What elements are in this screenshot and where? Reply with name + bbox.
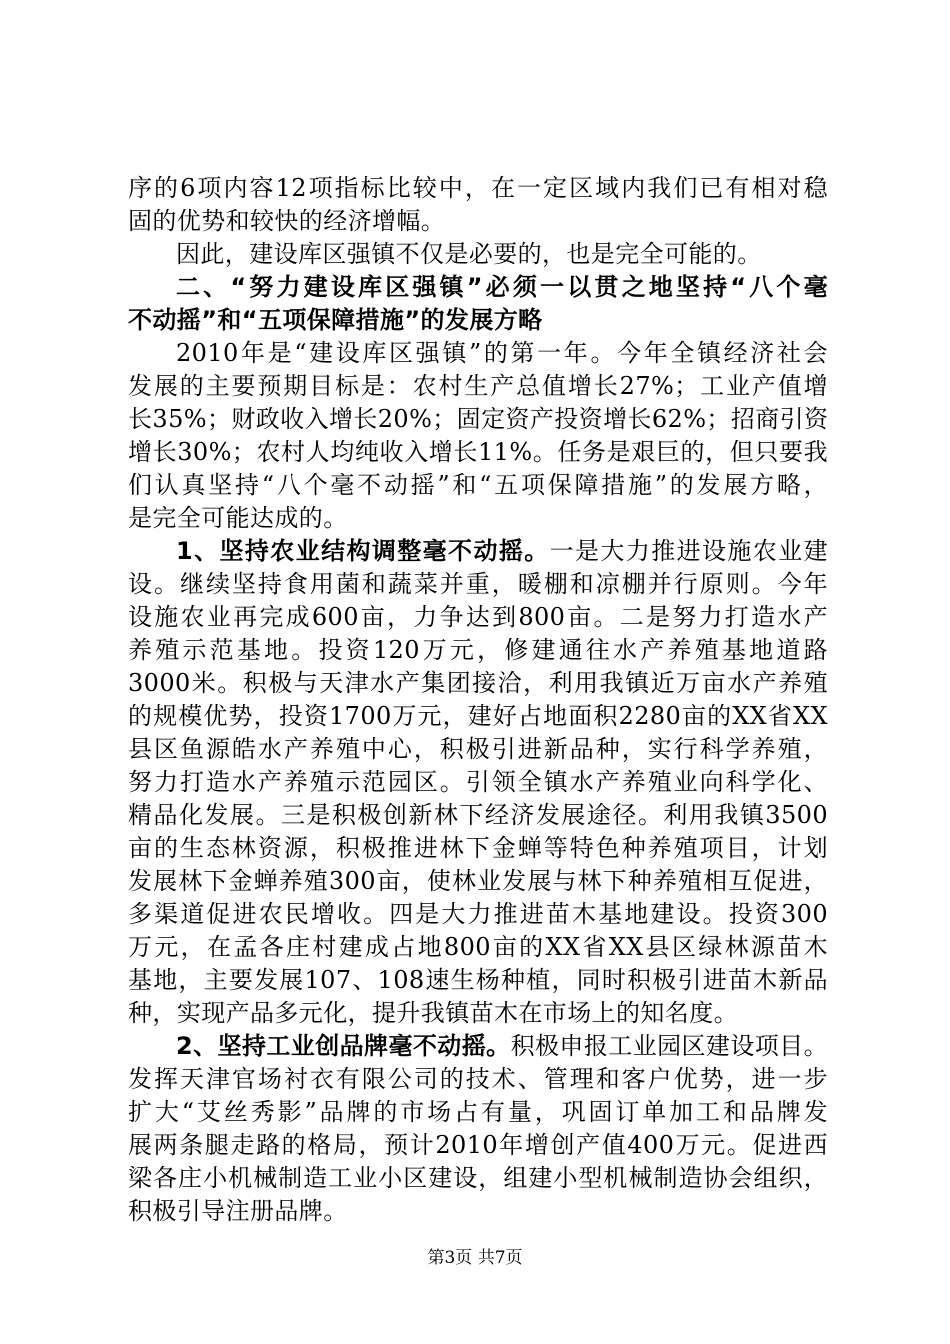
item-lead: 2、坚持工业创品牌毫不动摇。 bbox=[176, 1032, 511, 1060]
paragraph-line: 基地，主要发展107、108速生杨种植，同时积极引进苗木新品 bbox=[128, 966, 828, 994]
section-heading: 二、“努力建设库区强镇”必须一以贯之地坚持“八个毫 bbox=[176, 273, 828, 301]
paragraph-line: 序的6项内容12项指标比较中，在一定区域内我们已有相对稳 bbox=[128, 174, 828, 202]
paragraph-line bbox=[128, 1030, 828, 1063]
paragraph-line: 努力打造水产养殖示范园区。引领全镇水产养殖业向科学化、 bbox=[128, 768, 828, 796]
paragraph-line: 亩的生态林资源，积极推进林下金蝉等特色种养殖项目，计划 bbox=[128, 834, 828, 862]
paragraph-line: 扩大“艾丝秀影”品牌的市场占有量，巩固订单加工和品牌发 bbox=[128, 1098, 828, 1126]
paragraph-line: 的规模优势，投资1700万元，建好占地面积2280亩的XX省XX bbox=[128, 702, 828, 730]
paragraph-line: 积极引导注册品牌。 bbox=[128, 1197, 348, 1225]
paragraph-line: 们认真坚持“八个毫不动摇”和“五项保障措施”的发展方略， bbox=[128, 471, 828, 499]
item-text: 积极申报工业园区建设项目。 bbox=[510, 1032, 828, 1060]
paragraph-line: 种，实现产品多元化，提升我镇苗木在市场上的知名度。 bbox=[128, 999, 738, 1027]
paragraph-line: 长35%；财政收入增长20%；固定资产投资增长62%；招商引资 bbox=[128, 405, 829, 433]
paragraph-line: 发展林下金蝉养殖300亩，使林业发展与林下种养殖相互促进， bbox=[128, 867, 828, 895]
paragraph-line: 养殖示范基地。投资120万元，修建通往水产养殖基地道路 bbox=[128, 636, 828, 664]
paragraph-line: 固的优势和较快的经济增幅。 bbox=[128, 207, 446, 235]
item-text: 一是大力推进设施农业建 bbox=[549, 537, 828, 565]
paragraph-line: 精品化发展。三是积极创新林下经济发展途径。利用我镇3500 bbox=[128, 801, 828, 829]
paragraph-line: 因此，建设库区强镇不仅是必要的，也是完全可能的。 bbox=[176, 240, 762, 268]
page-indicator: 第3页 共7页 bbox=[427, 1248, 523, 1268]
paragraph-line: 是完全可能达成的。 bbox=[128, 504, 348, 532]
paragraph-line bbox=[128, 535, 828, 568]
paragraph-line: 设。继续坚持食用菌和蔬菜并重，暖棚和凉棚并行原则。今年 bbox=[128, 570, 828, 598]
paragraph-line: 县区鱼源皓水产养殖中心，积极引进新品种，实行科学养殖， bbox=[128, 735, 828, 763]
item-lead: 1、坚持农业结构调整毫不动摇。 bbox=[176, 537, 550, 565]
paragraph-line: 发展的主要预期目标是：农村生产总值增长27%；工业产值增 bbox=[128, 372, 828, 400]
paragraph-line: 万元，在孟各庄村建成占地800亩的XX省XX县区绿林源苗木 bbox=[128, 933, 828, 961]
paragraph-line: 梁各庄小机械制造工业小区建设，组建小型机械制造协会组织， bbox=[128, 1164, 828, 1192]
paragraph-line: 多渠道促进农民增收。四是大力推进苗木基地建设。投资300 bbox=[128, 900, 828, 928]
document-body bbox=[128, 172, 828, 1228]
paragraph-line: 设施农业再完成600亩，力争达到800亩。二是努力打造水产 bbox=[128, 603, 828, 631]
section-heading: 不动摇”和“五项保障措施”的发展方略 bbox=[128, 306, 543, 334]
paragraph-line: 3000米。积极与天津水产集团接洽，利用我镇近万亩水产养殖 bbox=[128, 669, 828, 697]
paragraph-line: 增长30%；农村人均纯收入增长11%。任务是艰巨的，但只要我 bbox=[128, 438, 828, 466]
paragraph-line: 2010年是“建设库区强镇”的第一年。今年全镇经济社会 bbox=[176, 339, 828, 367]
paragraph-line: 发挥天津官场衬衣有限公司的技术、管理和客户优势，进一步 bbox=[128, 1065, 828, 1093]
paragraph-line: 展两条腿走路的格局，预计2010年增创产值400万元。促进西 bbox=[128, 1131, 828, 1159]
